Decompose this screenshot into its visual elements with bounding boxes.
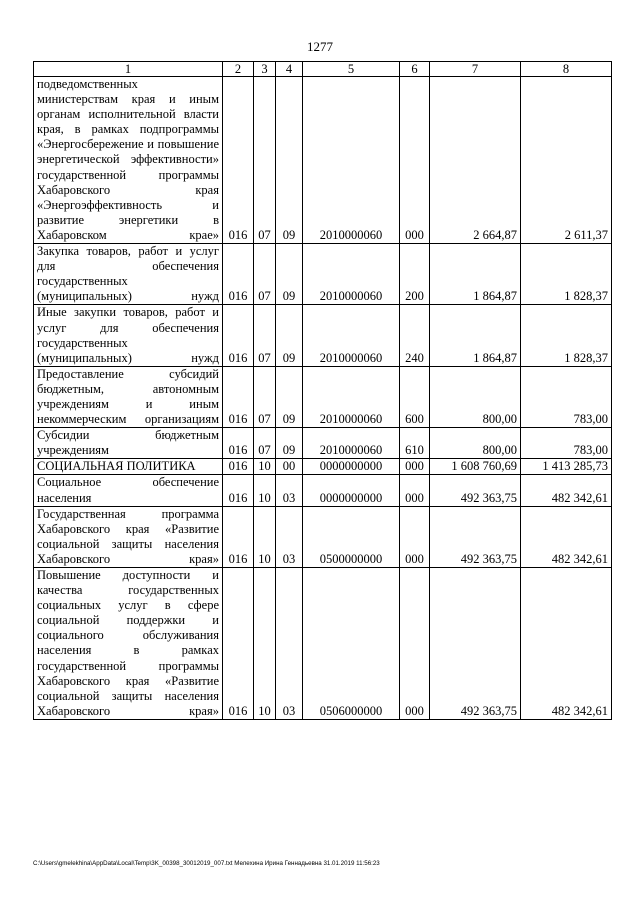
table-row: [34, 428, 612, 459]
row-code: 016: [223, 568, 254, 720]
row-subsection: 03: [276, 568, 303, 720]
row-amount-8: 783,00: [521, 366, 612, 427]
row-code: 016: [223, 244, 254, 305]
table-header-row: [34, 62, 612, 77]
row-amount-7: 800,00: [430, 428, 521, 459]
row-amount-8: 1 413 285,73: [521, 459, 612, 475]
row-name: Иные закупки товаров, работ и услуг для обеспечения государственных (муниципальных) нужд: [34, 305, 223, 366]
row-target-article: 2010000060: [303, 77, 400, 244]
row-name: Субсидии бюджетным учреждениям: [34, 428, 223, 459]
row-target-article: 0506000000: [303, 568, 400, 720]
row-amount-7: 492 363,75: [430, 506, 521, 567]
row-expense-type: 000: [400, 506, 430, 567]
page-number: 1277: [307, 39, 333, 54]
column-header: 8: [521, 62, 612, 77]
row-amount-7: 1 864,87: [430, 305, 521, 366]
row-amount-8: 1 828,37: [521, 244, 612, 305]
row-expense-type: 000: [400, 475, 430, 506]
row-code: 016: [223, 428, 254, 459]
row-subsection: 09: [276, 244, 303, 305]
row-amount-8: 2 611,37: [521, 77, 612, 244]
row-target-article: 0000000000: [303, 459, 400, 475]
row-subsection: 09: [276, 305, 303, 366]
row-target-article: 0000000000: [303, 475, 400, 506]
row-target-article: 0500000000: [303, 506, 400, 567]
row-name: подведомственных министерствам края и иным органам исполнительной власти края, в рамках подпрограммы «Энергосбережение и повышение энергетической эффективности» государственной программы Хабаровского края «Энергоэффективность и развитие энергетики в Хабаровском крае»: [34, 77, 223, 244]
row-subsection: 00: [276, 459, 303, 475]
table-row: [34, 305, 612, 366]
budget-table: [33, 61, 612, 720]
row-name: Социальное обеспечение населения: [34, 475, 223, 506]
row-subsection: 03: [276, 506, 303, 567]
row-expense-type: 000: [400, 459, 430, 475]
table-row: [34, 77, 612, 244]
row-amount-8: 1 828,37: [521, 305, 612, 366]
row-amount-7: 1 608 760,69: [430, 459, 521, 475]
row-section: 10: [254, 506, 276, 567]
row-section: 07: [254, 366, 276, 427]
row-code: 016: [223, 305, 254, 366]
row-section: 07: [254, 244, 276, 305]
row-section: 10: [254, 459, 276, 475]
row-code: 016: [223, 459, 254, 475]
row-code: 016: [223, 506, 254, 567]
row-target-article: 2010000060: [303, 305, 400, 366]
row-section: 07: [254, 428, 276, 459]
row-target-article: 2010000060: [303, 428, 400, 459]
row-name: Предоставление субсидий бюджетным, автономным учреждениям и иным некоммерческим организациям: [34, 366, 223, 427]
row-amount-8: 482 342,61: [521, 506, 612, 567]
row-amount-7: 492 363,75: [430, 475, 521, 506]
column-header: 5: [303, 62, 400, 77]
column-header: 2: [223, 62, 254, 77]
row-name: Государственная программа Хабаровского края «Развитие социальной защиты населения Хабаровского края»: [34, 506, 223, 567]
column-header: 4: [276, 62, 303, 77]
row-amount-7: 2 664,87: [430, 77, 521, 244]
row-amount-8: 482 342,61: [521, 568, 612, 720]
row-subsection: 09: [276, 77, 303, 244]
row-section: 10: [254, 475, 276, 506]
row-amount-7: 1 864,87: [430, 244, 521, 305]
table-row: [34, 244, 612, 305]
table-row: [34, 506, 612, 567]
row-name: Закупка товаров, работ и услуг для обеспечения государственных (муниципальных) нужд: [34, 244, 223, 305]
column-header: 3: [254, 62, 276, 77]
row-amount-8: 482 342,61: [521, 475, 612, 506]
row-expense-type: 000: [400, 568, 430, 720]
table-row: [34, 475, 612, 506]
column-header: 6: [400, 62, 430, 77]
row-target-article: 2010000060: [303, 366, 400, 427]
row-code: 016: [223, 475, 254, 506]
table-row: [34, 366, 612, 427]
row-target-article: 2010000060: [303, 244, 400, 305]
column-header: 7: [430, 62, 521, 77]
row-subsection: 09: [276, 428, 303, 459]
row-amount-7: 492 363,75: [430, 568, 521, 720]
row-expense-type: 600: [400, 366, 430, 427]
row-code: 016: [223, 366, 254, 427]
row-code: 016: [223, 77, 254, 244]
row-section: 10: [254, 568, 276, 720]
row-subsection: 09: [276, 366, 303, 427]
row-amount-7: 800,00: [430, 366, 521, 427]
table-row: [34, 459, 612, 475]
row-expense-type: 610: [400, 428, 430, 459]
row-section: 07: [254, 77, 276, 244]
row-expense-type: 240: [400, 305, 430, 366]
row-section: 07: [254, 305, 276, 366]
row-subsection: 03: [276, 475, 303, 506]
row-expense-type: 200: [400, 244, 430, 305]
footer-file-path: C:\Users\gmelekhina\AppData\Local\Temp\3K_00398_30012019_007.txt Мелехина Ирина Геннадьевна 31.01.2019 11:56:23: [33, 860, 380, 867]
row-expense-type: 000: [400, 77, 430, 244]
row-name: СОЦИАЛЬНАЯ ПОЛИТИКА: [34, 459, 223, 475]
table-row: [34, 568, 612, 720]
row-name: Повышение доступности и качества государственных социальных услуг в сфере социальной поддержки и социального обслуживания населения в рамках государственной программы Хабаровского края «Развитие социальной защиты населения Хабаровского края»: [34, 568, 223, 720]
row-amount-8: 783,00: [521, 428, 612, 459]
column-header: 1: [34, 62, 223, 77]
